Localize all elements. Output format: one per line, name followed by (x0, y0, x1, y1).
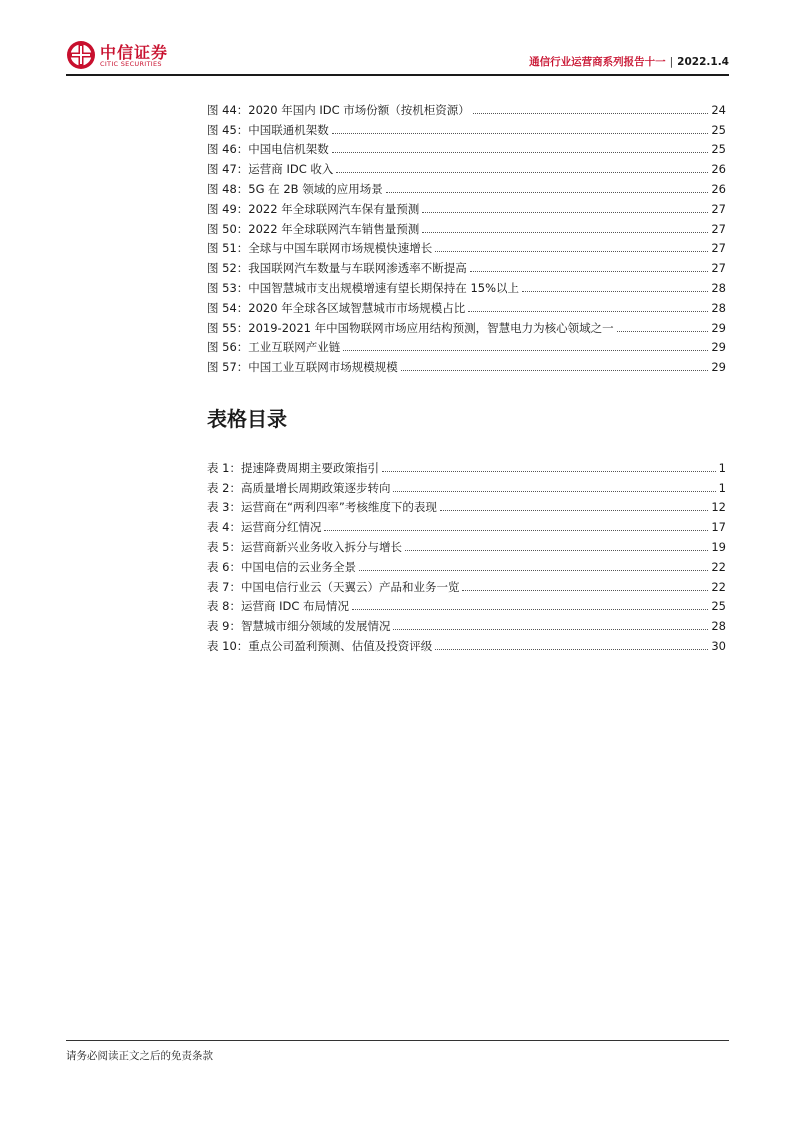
logo-text-cn: 中信证券 (100, 43, 169, 62)
toc-entry-label: 表 3：运营商在“两利四率”考核维度下的表现 (207, 500, 437, 515)
toc-entry-page: 25 (711, 122, 726, 137)
toc-entry-label: 图 57：中国工业互联网市场规模规模 (207, 360, 398, 375)
toc-entry-label: 图 55：2019-2021 年中国物联网市场应用结构预测，智慧电力为核心领域之一 (207, 320, 614, 335)
toc-entry-page: 28 (711, 280, 726, 295)
toc-entry-page: 27 (711, 241, 726, 256)
toc-entry-label: 表 5：运营商新兴业务收入拆分与增长 (207, 539, 402, 554)
toc-leader-dots (422, 212, 708, 213)
toc-entry-label: 图 48：5G 在 2B 领域的应用场景 (207, 181, 383, 196)
toc-entry-page: 28 (711, 300, 726, 315)
toc-entry[interactable] (207, 255, 726, 275)
toc-entry[interactable] (207, 335, 726, 355)
toc-entry-page: 28 (711, 619, 726, 634)
toc-leader-dots (352, 609, 708, 610)
toc-entry[interactable] (207, 216, 726, 236)
toc-entry-page: 1 (718, 480, 726, 495)
toc-leader-dots (343, 350, 708, 351)
toc-entry-page: 12 (711, 500, 726, 515)
toc-leader-dots (522, 291, 708, 292)
toc-entry-label: 表 4：运营商分红情况 (207, 520, 322, 535)
toc-leader-dots (393, 629, 708, 630)
toc-entry-label: 表 7：中国电信行业云（天翼云）产品和业务一览 (207, 579, 460, 594)
footer-disclaimer: 请务必阅读正文之后的免责条款 (66, 1050, 213, 1062)
toc-leader-dots (359, 570, 708, 571)
toc-entry[interactable] (207, 137, 726, 157)
toc-entry[interactable] (207, 613, 726, 633)
toc-entry-label: 图 50：2022 年全球联网汽车销售量预测 (207, 221, 420, 236)
toc-entry-page: 29 (711, 320, 726, 335)
toc-entry-page: 22 (711, 559, 726, 574)
toc-entry-page: 26 (711, 181, 726, 196)
toc-leader-dots (470, 271, 709, 272)
report-date: 2022.1.4 (677, 56, 729, 68)
toc-entry-page: 19 (711, 539, 726, 554)
toc-entry-label: 图 52：我国联网汽车数量与车联网渗透率不断提高 (207, 261, 467, 276)
toc-entry-page: 22 (711, 579, 726, 594)
toc-entry[interactable] (207, 176, 726, 196)
toc-entry-page: 30 (711, 638, 726, 653)
toc-entry[interactable] (207, 534, 726, 554)
toc-entry-label: 图 54：2020 年全球各区域智慧城市市场规模占比 (207, 300, 466, 315)
toc-entry-page: 27 (711, 221, 726, 236)
toc-leader-dots (473, 113, 709, 114)
toc-entry-label: 表 8：运营商 IDC 布局情况 (207, 599, 350, 614)
toc-leader-dots (386, 192, 709, 193)
toc-leader-dots (468, 311, 708, 312)
toc-entry-page: 29 (711, 360, 726, 375)
toc-entry-label: 图 53：中国智慧城市支出规模增速有望长期保持在 15%以上 (207, 280, 520, 295)
toc-leader-dots (393, 491, 715, 492)
toc-entry-label: 表 1：提速降费周期主要政策指引 (207, 460, 379, 475)
toc-leader-dots (332, 133, 709, 134)
toc-entry[interactable] (207, 315, 726, 335)
toc-entry[interactable] (207, 196, 726, 216)
toc-leader-dots (336, 172, 708, 173)
toc-entry[interactable] (207, 97, 726, 117)
toc-entry[interactable] (207, 554, 726, 574)
toc-entry[interactable] (207, 574, 726, 594)
toc-entry[interactable] (207, 236, 726, 256)
logo-text-en: CITIC SECURITIES (100, 60, 162, 68)
toc-entry-page: 27 (711, 201, 726, 216)
toc-entry[interactable] (207, 594, 726, 614)
toc-leader-dots (324, 530, 708, 531)
toc-entry-label: 图 49：2022 年全球联网汽车保有量预测 (207, 201, 420, 216)
header-divider (66, 74, 729, 76)
toc-entry-page: 17 (711, 520, 726, 535)
tables-toc (207, 455, 726, 653)
toc-entry[interactable] (207, 295, 726, 315)
toc-entry-page: 1 (718, 460, 726, 475)
toc-entry-label: 表 6：中国电信的云业务全景 (207, 559, 356, 574)
report-series-title: 通信行业运营商系列报告十一 (529, 56, 666, 68)
toc-entry[interactable] (207, 495, 726, 515)
toc-leader-dots (422, 232, 708, 233)
toc-entry[interactable] (207, 354, 726, 374)
toc-entry[interactable] (207, 475, 726, 495)
toc-entry-page: 25 (711, 142, 726, 157)
figures-toc (207, 97, 726, 374)
toc-entry-label: 表 2：高质量增长周期政策逐步转向 (207, 480, 391, 495)
toc-entry-page: 29 (711, 340, 726, 355)
toc-entry-label: 图 47：运营商 IDC 收入 (207, 162, 334, 177)
toc-entry-page: 25 (711, 599, 726, 614)
toc-leader-dots (617, 331, 709, 332)
toc-entry[interactable] (207, 117, 726, 137)
tables-section-title: 表格目录 (207, 407, 287, 431)
toc-leader-dots (401, 370, 709, 371)
toc-entry-label: 图 46：中国电信机架数 (207, 142, 329, 157)
toc-entry-label: 图 44：2020 年国内 IDC 市场份额（按机柜资源） (207, 102, 470, 117)
toc-entry[interactable] (207, 514, 726, 534)
toc-entry[interactable] (207, 455, 726, 475)
toc-entry-label: 表 10：重点公司盈利预测、估值及投资评级 (207, 638, 433, 653)
page-header (66, 38, 729, 76)
toc-entry[interactable] (207, 156, 726, 176)
report-title (529, 54, 729, 69)
toc-leader-dots (462, 590, 708, 591)
title-separator: | (669, 56, 674, 68)
toc-leader-dots (435, 649, 708, 650)
toc-entry-label: 表 9：智慧城市细分领域的发展情况 (207, 619, 391, 634)
citic-logo (66, 38, 186, 72)
toc-entry-page: 26 (711, 162, 726, 177)
toc-leader-dots (332, 152, 709, 153)
toc-entry[interactable] (207, 275, 726, 295)
toc-leader-dots (435, 251, 708, 252)
footer-divider (66, 1040, 729, 1041)
toc-entry[interactable] (207, 633, 726, 653)
toc-leader-dots (440, 510, 708, 511)
citic-logo-icon (66, 40, 96, 70)
toc-entry-page: 27 (711, 261, 726, 276)
toc-entry-label: 图 51：全球与中国车联网市场规模快速增长 (207, 241, 433, 256)
toc-entry-label: 图 45：中国联通机架数 (207, 122, 329, 137)
toc-leader-dots (382, 471, 716, 472)
toc-entry-page: 24 (711, 102, 726, 117)
toc-leader-dots (405, 550, 708, 551)
toc-entry-label: 图 56：工业互联网产业链 (207, 340, 341, 355)
